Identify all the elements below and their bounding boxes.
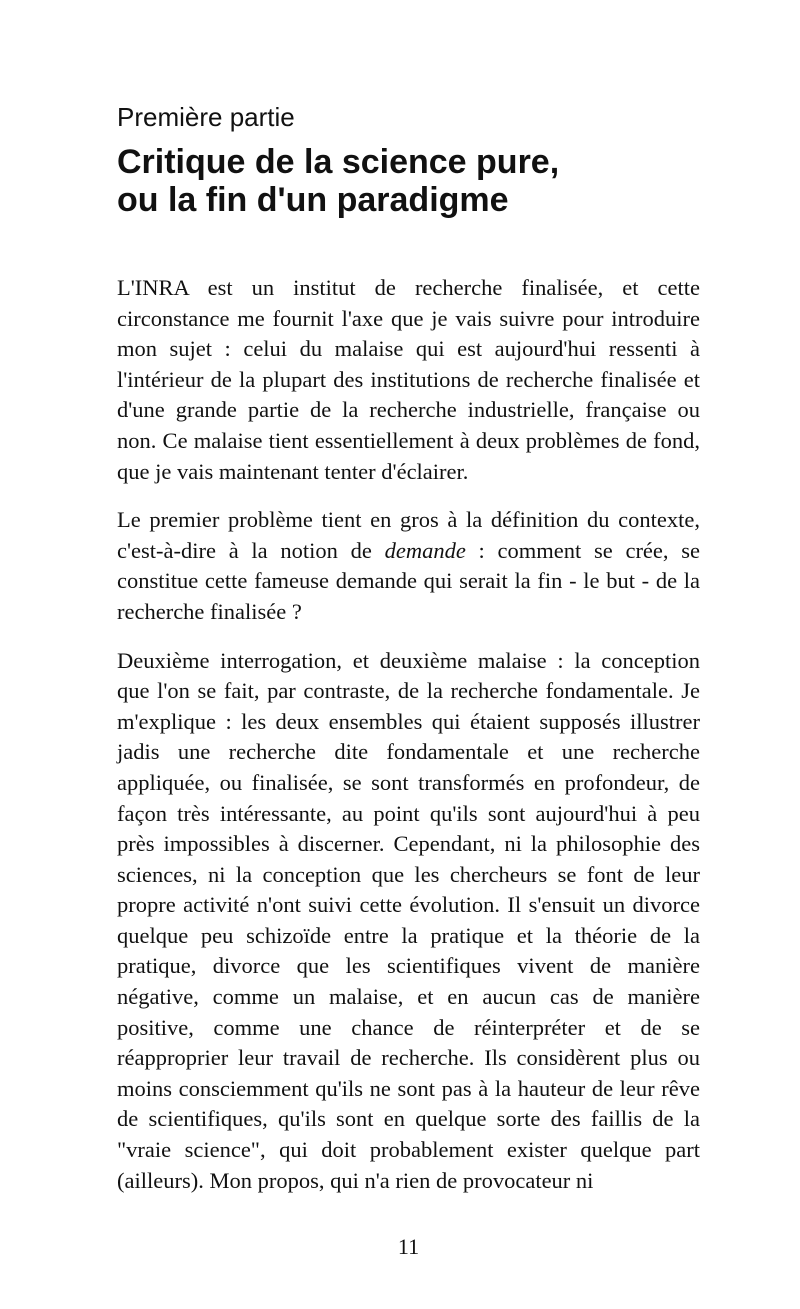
body-text [117, 273, 700, 1214]
paragraph-2 [117, 505, 700, 627]
paragraph-1: L'INRA est un institut de recherche finalisée, et cette circonstance me fournit l'axe que je vais suivre pour introduire mon sujet : celui du malaise qui est aujourd'hui ressenti à l'intérieur de la plupart des institutions de recherche finalisée et d'une grande partie de la recherche industrielle, française ou non. Ce malaise tient essentiellement à deux problèmes de fond, que je vais maintenant tenter d'éclairer. [117, 275, 700, 484]
chapter-title [117, 143, 559, 219]
part-label: Première partie [117, 102, 295, 132]
paragraph-3: Deuxième interrogation, et deuxième malaise : la conception que l'on se fait, par contraste, de la recherche fondamentale. Je m'explique : les deux ensembles qui étaient supposés illustrer jadis une recherche dite fondamentale et une recherche appliquée, ou finalisée, se sont transformés en profondeur, de façon très intéressante, au point qu'ils sont aujourd'hui à peu près impossibles à discerner. Cependant, ni la philosophie des sciences, ni la conception que les chercheurs se font de leur propre activité n'ont suivi cette évolution. Il s'ensuit un divorce quelque peu schizoïde entre la pratique et la théorie de la pratique, divorce que les scientifiques vivent de manière négative, comme un malaise, et en aucun cas de manière positive, comme une chance de réinterpréter et de se réapproprier leur travail de recherche. Ils considèrent plus ou moins consciemment qu'ils ne sont pas à la hauteur de leur rêve de scientifiques, qu'ils sont en quelque sorte des faillis de la "vraie science", qui doit probablement exister quelque part (ailleurs). Mon propos, qui n'a rien de provocateur ni [117, 647, 700, 1193]
paragraph-2-emphasis: demande [384, 537, 466, 563]
chapter-title-line-2: ou la fin d'un paradigme [117, 181, 509, 219]
paragraph-2-before: Le premier problème tient en gros à la définition du contexte, c'est-à-dire à la notion de [117, 507, 700, 563]
paragraph-2-after: : comment se crée, se constitue cette fameuse demande qui serait la fin - le but - de la recherche finalisée ? [117, 537, 701, 624]
chapter-title-line-1: Critique de la science pure, [117, 143, 560, 181]
page-number: 11 [397, 1234, 420, 1259]
book-page [117, 0, 700, 1309]
